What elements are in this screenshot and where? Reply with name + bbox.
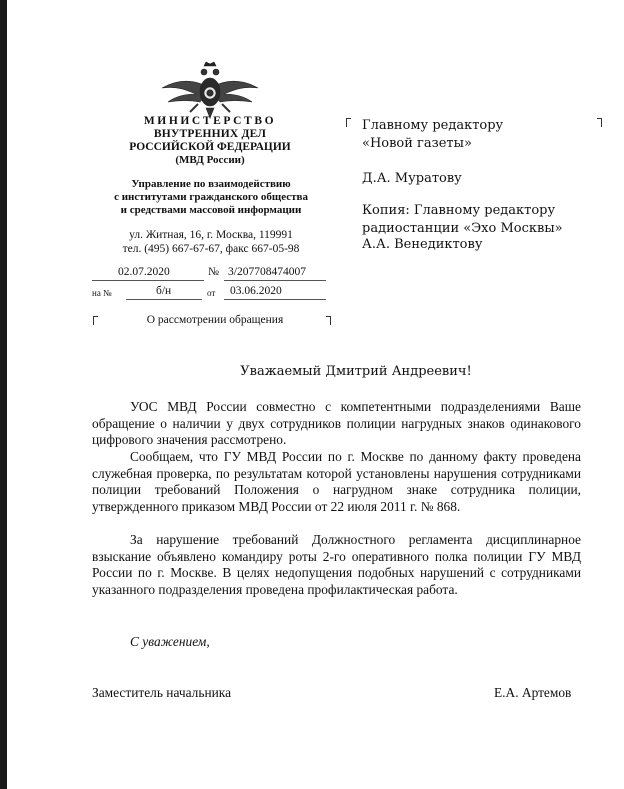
address-line: ул. Житная, 16, г. Москва, 119991 xyxy=(129,229,293,241)
greeting: Уважаемый Дмитрий Андреевич! xyxy=(240,364,472,379)
copy-recipient-name: А.А. Венедиктову xyxy=(362,237,483,252)
subject-line: О рассмотрении обращения xyxy=(146,314,284,326)
scan-left-edge xyxy=(0,0,7,789)
recipient-bracket-right xyxy=(597,118,602,127)
copy-line2: радиостанции «Эхо Москвы» xyxy=(362,221,563,236)
closing-regards: С уважением, xyxy=(130,634,210,649)
ministry-abbreviation: (МВД России) xyxy=(175,154,245,166)
recipient-line2: «Новой газеты» xyxy=(362,136,472,151)
recipient-name: Д.А. Муратову xyxy=(362,171,462,186)
recipient-bracket-left xyxy=(346,118,351,127)
on-number-label: на № xyxy=(92,288,112,298)
recipient-line1: Главному редактору xyxy=(362,118,504,133)
phone-fax-line: тел. (495) 667-67-67, факс 667-05-98 xyxy=(122,243,300,255)
number-label: № xyxy=(208,266,219,278)
body-paragraph-1: УОС МВД России совместно с компетентными подразделениями Ваше обращение о наличии у двух сотрудников полиции нагрудных знаков одинакового цифрового значения рассмотрено. xyxy=(92,399,581,448)
signer-name: Е.А. Артемов xyxy=(494,685,572,700)
department-line1: Управление по взаимодействию xyxy=(131,178,291,190)
ministry-name-line3: РОССИЙСКОЙ ФЕДЕРАЦИИ xyxy=(129,141,291,153)
signer-title: Заместитель начальника xyxy=(92,685,232,700)
subject-bracket-right xyxy=(326,316,331,325)
department-line3: и средствами массовой информации xyxy=(120,204,302,216)
mvd-eagle-crest-icon xyxy=(160,58,260,122)
copy-line1: Копия: Главному редактору xyxy=(362,203,556,218)
ref-date: 03.06.2020 xyxy=(230,285,282,297)
ministry-name-line2: ВНУТРЕННИХ ДЕЛ xyxy=(153,128,267,140)
subject-bracket-left xyxy=(93,316,98,325)
ref-number: б/н xyxy=(156,285,172,297)
letter-date: 02.07.2020 xyxy=(118,266,170,278)
ministry-name-line1: МИНИСТЕРСТВО xyxy=(143,115,277,127)
body-paragraph-3: За нарушение требований Должностного регламента дисциплинарное взыскание объявлено командиру роты 2-го оперативного полка полиции ГУ МВД России по г. Москве. В целях недопущения подобных нарушений с сотрудниками указанного подразделения проведена профилактическая работа. xyxy=(92,532,581,597)
body-paragraph-2: Сообщаем, что ГУ МВД России по г. Москве по данному факту проведена служебная проверка, по результатам которой установлены нарушения сотрудниками полиции требований Положения о нагрудном знаке сотрудника полиции, утвержденного приказом МВД России от 22 июля 2011 г. № 868. xyxy=(92,449,581,514)
from-label: от xyxy=(207,288,216,298)
department-line2: с институтами гражданского общества xyxy=(114,191,308,203)
letter-number: 3/207708474007 xyxy=(228,266,306,278)
